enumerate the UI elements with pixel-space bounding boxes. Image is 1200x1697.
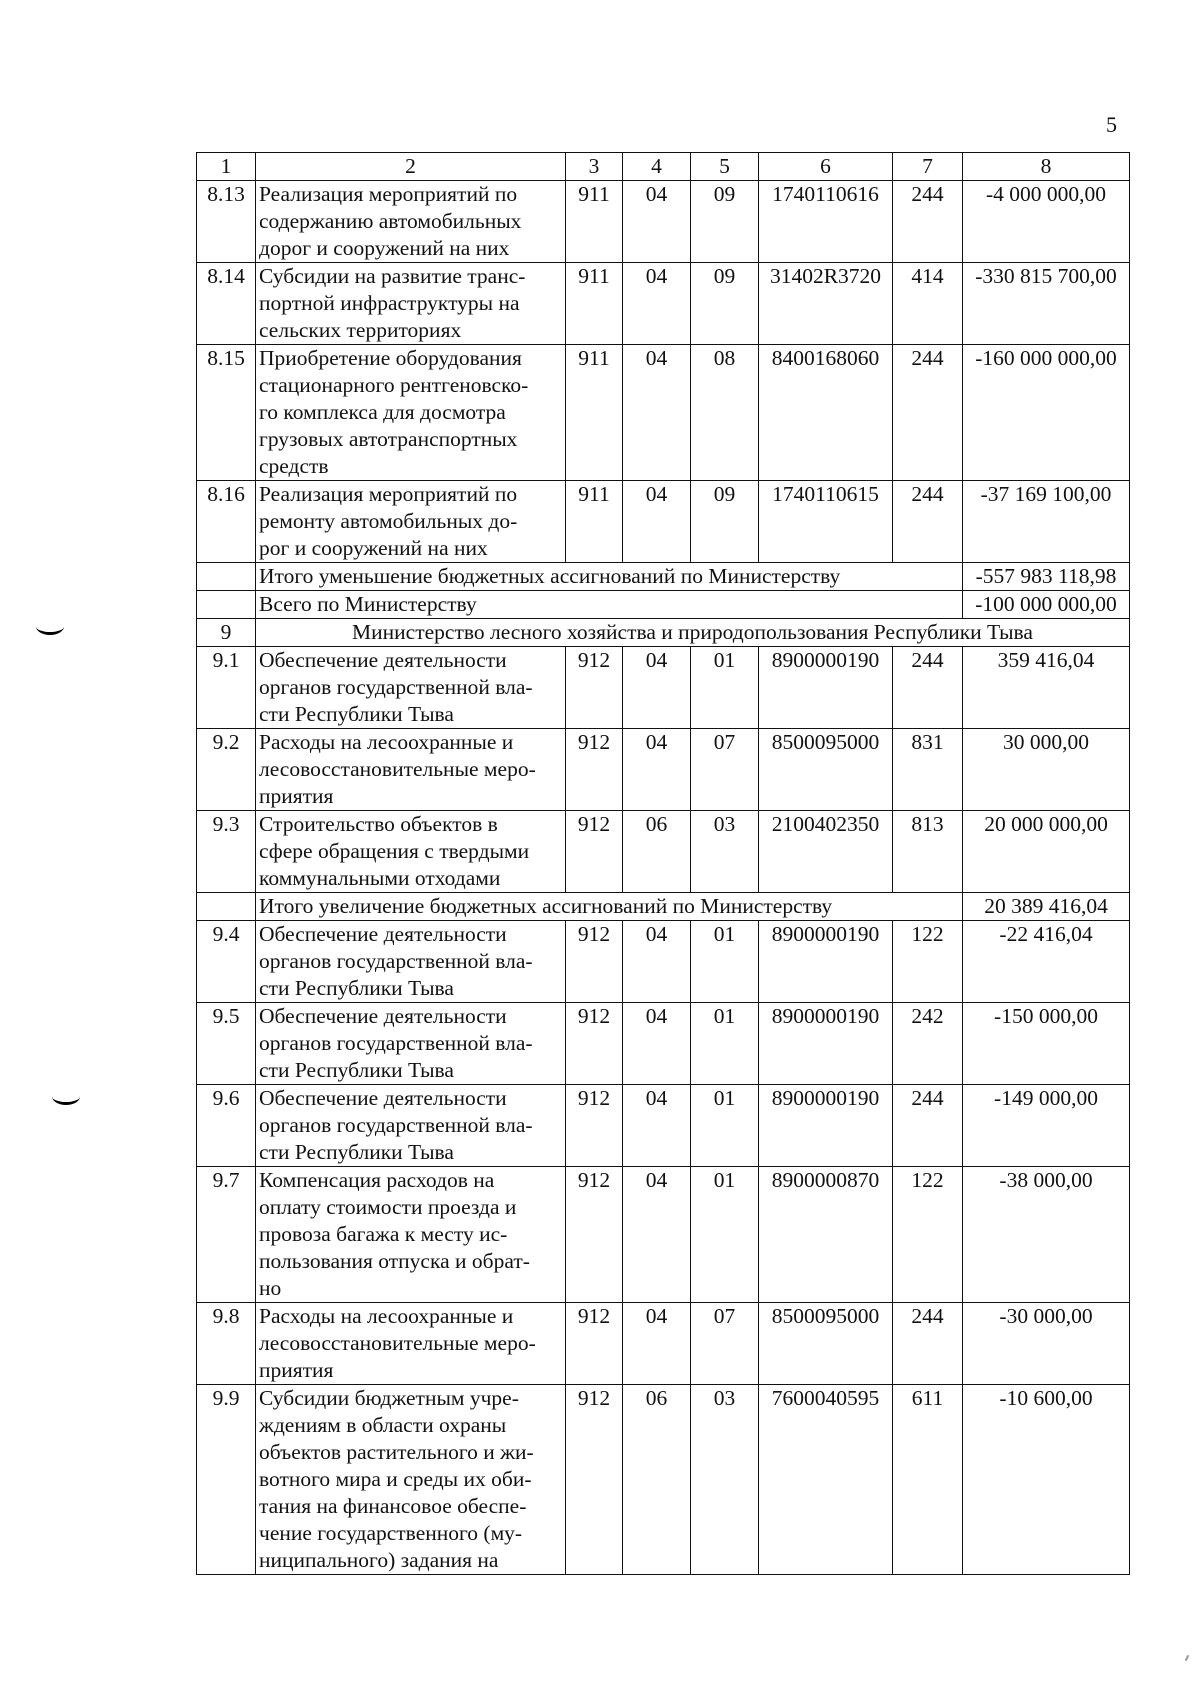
header-cell: 8	[963, 153, 1130, 181]
code-cell: 04	[623, 1085, 691, 1167]
total-row	[197, 893, 1130, 921]
code-cell: 8400168060	[759, 345, 893, 481]
amount-cell: -37 169 100,00	[963, 481, 1130, 563]
empty-cell	[197, 893, 256, 921]
code-cell: 01	[691, 921, 759, 1003]
code-cell: 1740110615	[759, 481, 893, 563]
table-row	[197, 647, 1130, 729]
row-number: 9.2	[197, 729, 256, 811]
code-cell: 912	[566, 647, 623, 729]
code-cell: 911	[566, 481, 623, 563]
amount-cell: -10 600,00	[963, 1385, 1130, 1575]
total-amount: -100 000 000,00	[963, 591, 1130, 619]
table-row	[197, 263, 1130, 345]
code-cell: 8900000190	[759, 921, 893, 1003]
total-row	[197, 563, 1130, 591]
table-row	[197, 481, 1130, 563]
code-cell: 242	[893, 1003, 963, 1085]
amount-cell: -150 000,00	[963, 1003, 1130, 1085]
table-row	[197, 1385, 1130, 1575]
code-cell: 414	[893, 263, 963, 345]
code-cell: 04	[623, 729, 691, 811]
table-row	[197, 1003, 1130, 1085]
row-number: 9.8	[197, 1303, 256, 1385]
code-cell: 122	[893, 1167, 963, 1303]
margin-mark-1	[36, 618, 64, 635]
row-description: Обеспечение деятельности органов государственной вла- сти Республики Тыва	[256, 647, 566, 729]
code-cell: 244	[893, 1303, 963, 1385]
code-cell: 912	[566, 811, 623, 893]
table-row	[197, 1085, 1130, 1167]
code-cell: 07	[691, 729, 759, 811]
code-cell: 01	[691, 1085, 759, 1167]
header-cell: 7	[893, 153, 963, 181]
code-cell: 04	[623, 1303, 691, 1385]
table-row	[197, 181, 1130, 263]
amount-cell: 359 416,04	[963, 647, 1130, 729]
code-cell: 01	[691, 1167, 759, 1303]
row-description: Приобретение оборудования стационарного рентгеновско- го комплекса для досмотра грузовых автотранспортных средств	[256, 345, 566, 481]
code-cell: 8900000190	[759, 1003, 893, 1085]
code-cell: 912	[566, 1303, 623, 1385]
code-cell: 611	[893, 1385, 963, 1575]
code-cell: 09	[691, 181, 759, 263]
code-cell: 7600040595	[759, 1385, 893, 1575]
total-label: Всего по Министерству	[256, 591, 963, 619]
code-cell: 911	[566, 181, 623, 263]
code-cell: 912	[566, 921, 623, 1003]
code-cell: 04	[623, 481, 691, 563]
total-label: Итого уменьшение бюджетных ассигнований по Министерству	[256, 563, 963, 591]
row-description: Обеспечение деятельности органов государственной вла- сти Республики Тыва	[256, 921, 566, 1003]
row-description: Субсидии на развитие транс- портной инфраструктуры на сельских территориях	[256, 263, 566, 345]
section-number: 9	[197, 619, 256, 647]
amount-cell: -22 416,04	[963, 921, 1130, 1003]
code-cell: 04	[623, 921, 691, 1003]
row-number: 8.15	[197, 345, 256, 481]
code-cell: 03	[691, 811, 759, 893]
empty-cell	[197, 563, 256, 591]
code-cell: 912	[566, 1167, 623, 1303]
code-cell: 06	[623, 811, 691, 893]
code-cell: 04	[623, 1167, 691, 1303]
code-cell: 911	[566, 345, 623, 481]
code-cell: 244	[893, 345, 963, 481]
total-amount: 20 389 416,04	[963, 893, 1130, 921]
table-row	[197, 345, 1130, 481]
row-description: Расходы на лесоохранные и лесовосстановительные меро- приятия	[256, 729, 566, 811]
code-cell: 8500095000	[759, 729, 893, 811]
row-number: 9.9	[197, 1385, 256, 1575]
total-row	[197, 591, 1130, 619]
table-row	[197, 729, 1130, 811]
code-cell: 911	[566, 263, 623, 345]
code-cell: 8900000190	[759, 647, 893, 729]
table-row	[197, 1167, 1130, 1303]
amount-cell: -30 000,00	[963, 1303, 1130, 1385]
row-description: Субсидии бюджетным учре- ждениям в области охраны объектов растительного и жи- вотного мира и среды их оби- тания на финансовое обеспе- чение государственного (му- ниципального) задания на	[256, 1385, 566, 1575]
code-cell: 8900000870	[759, 1167, 893, 1303]
header-cell: 2	[256, 153, 566, 181]
code-cell: 244	[893, 481, 963, 563]
header-cell: 6	[759, 153, 893, 181]
amount-cell: -38 000,00	[963, 1167, 1130, 1303]
header-cell: 3	[566, 153, 623, 181]
code-cell: 03	[691, 1385, 759, 1575]
row-number: 9.5	[197, 1003, 256, 1085]
code-cell: 04	[623, 1003, 691, 1085]
row-number: 8.16	[197, 481, 256, 563]
code-cell: 244	[893, 181, 963, 263]
code-cell: 31402R3720	[759, 263, 893, 345]
table-row	[197, 811, 1130, 893]
code-cell: 244	[893, 647, 963, 729]
header-cell: 4	[623, 153, 691, 181]
code-cell: 04	[623, 181, 691, 263]
code-cell: 8500095000	[759, 1303, 893, 1385]
code-cell: 244	[893, 1085, 963, 1167]
header-row	[197, 153, 1130, 181]
code-cell: 09	[691, 481, 759, 563]
amount-cell: -149 000,00	[963, 1085, 1130, 1167]
code-cell: 912	[566, 1385, 623, 1575]
table-row	[197, 921, 1130, 1003]
code-cell: 912	[566, 1085, 623, 1167]
row-number: 9.1	[197, 647, 256, 729]
ministry-title: Министерство лесного хозяйства и природопользования Республики Тыва	[256, 619, 1130, 647]
amount-cell: 20 000 000,00	[963, 811, 1130, 893]
row-number: 9.7	[197, 1167, 256, 1303]
code-cell: 8900000190	[759, 1085, 893, 1167]
code-cell: 06	[623, 1385, 691, 1575]
row-description: Реализация мероприятий по содержанию автомобильных дорог и сооружений на них	[256, 181, 566, 263]
code-cell: 01	[691, 647, 759, 729]
code-cell: 01	[691, 1003, 759, 1085]
empty-cell	[197, 591, 256, 619]
ministry-header-row	[197, 619, 1130, 647]
code-cell: 122	[893, 921, 963, 1003]
total-amount: -557 983 118,98	[963, 563, 1130, 591]
row-number: 8.13	[197, 181, 256, 263]
total-label: Итого увеличение бюджетных ассигнований по Министерству	[256, 893, 963, 921]
code-cell: 04	[623, 263, 691, 345]
code-cell: 813	[893, 811, 963, 893]
row-description: Расходы на лесоохранные и лесовосстановительные меро- приятия	[256, 1303, 566, 1385]
code-cell: 912	[566, 729, 623, 811]
code-cell: 09	[691, 263, 759, 345]
table-row	[197, 1303, 1130, 1385]
budget-table	[196, 152, 1130, 1575]
amount-cell: 30 000,00	[963, 729, 1130, 811]
code-cell: 2100402350	[759, 811, 893, 893]
row-number: 9.6	[197, 1085, 256, 1167]
header-cell: 1	[197, 153, 256, 181]
code-cell: 04	[623, 345, 691, 481]
row-description: Обеспечение деятельности органов государственной вла- сти Республики Тыва	[256, 1003, 566, 1085]
row-description: Строительство объектов в сфере обращения с твердыми коммунальными отходами	[256, 811, 566, 893]
header-cell: 5	[691, 153, 759, 181]
amount-cell: -160 000 000,00	[963, 345, 1130, 481]
scan-speck	[1185, 1655, 1189, 1661]
row-description: Реализация мероприятий по ремонту автомобильных до- рог и сооружений на них	[256, 481, 566, 563]
row-description: Обеспечение деятельности органов государственной вла- сти Республики Тыва	[256, 1085, 566, 1167]
amount-cell: -4 000 000,00	[963, 181, 1130, 263]
row-number: 8.14	[197, 263, 256, 345]
code-cell: 1740110616	[759, 181, 893, 263]
code-cell: 831	[893, 729, 963, 811]
row-description: Компенсация расходов на оплату стоимости проезда и провоза багажа к месту ис- пользования отпуска и обрат- но	[256, 1167, 566, 1303]
code-cell: 07	[691, 1303, 759, 1385]
code-cell: 08	[691, 345, 759, 481]
row-number: 9.4	[197, 921, 256, 1003]
code-cell: 04	[623, 647, 691, 729]
row-number: 9.3	[197, 811, 256, 893]
margin-mark-2	[52, 1088, 80, 1105]
page-number: 5	[1106, 112, 1117, 137]
amount-cell: -330 815 700,00	[963, 263, 1130, 345]
code-cell: 912	[566, 1003, 623, 1085]
